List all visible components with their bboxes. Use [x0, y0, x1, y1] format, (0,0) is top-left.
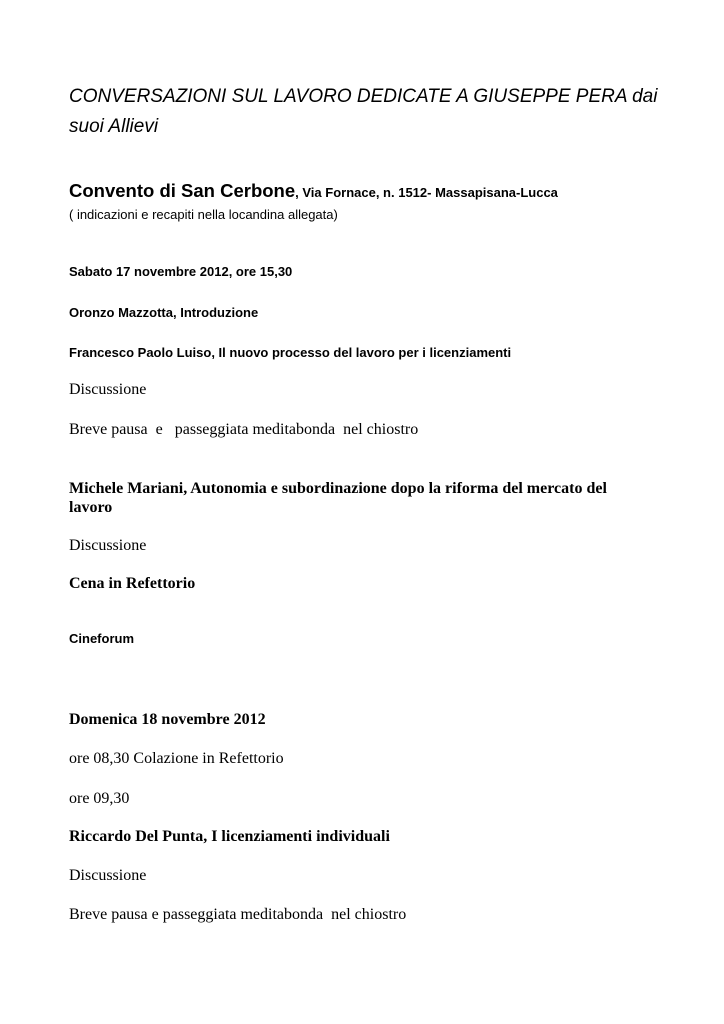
- day2-break: Breve pausa e passeggiata meditabonda nel chiostro: [69, 906, 407, 923]
- venue-line: [69, 180, 558, 202]
- venue-note: ( indicazioni e recapiti nella locandina allegata): [69, 207, 338, 222]
- venue-name: Convento di San Cerbone: [69, 180, 296, 201]
- day1-discussion-1: Discussione: [69, 381, 147, 398]
- day1-dinner: Cena in Refettorio: [69, 575, 196, 592]
- day1-cineforum: Cineforum: [69, 631, 134, 646]
- day2-time: ore 09,30: [69, 790, 130, 807]
- day2-date: Domenica 18 novembre 2012: [69, 711, 266, 728]
- day1-date: Sabato 17 novembre 2012, ore 15,30: [69, 264, 293, 279]
- day2-breakfast: ore 08,30 Colazione in Refettorio: [69, 750, 284, 767]
- day2-discussion: Discussione: [69, 867, 147, 884]
- venue-address: , Via Fornace, n. 1512- Massapisana-Lucca: [295, 185, 558, 200]
- document-title: CONVERSAZIONI SUL LAVORO DEDICATE A GIUSEPPE PERA dai suoi Allievi: [69, 86, 658, 137]
- day1-talk-2: Michele Mariani, Autonomia e subordinazione dopo la riforma del mercato del lavoro: [69, 480, 607, 516]
- day1-discussion-2: Discussione: [69, 537, 147, 554]
- day2-talk: Riccardo Del Punta, I licenziamenti individuali: [69, 828, 390, 845]
- day1-break: Breve pausa e passeggiata meditabonda nel chiostro: [69, 421, 419, 438]
- day1-talk-1: Francesco Paolo Luiso, Il nuovo processo del lavoro per i licenziamenti: [69, 345, 512, 360]
- day1-introduction: Oronzo Mazzotta, Introduzione: [69, 305, 259, 320]
